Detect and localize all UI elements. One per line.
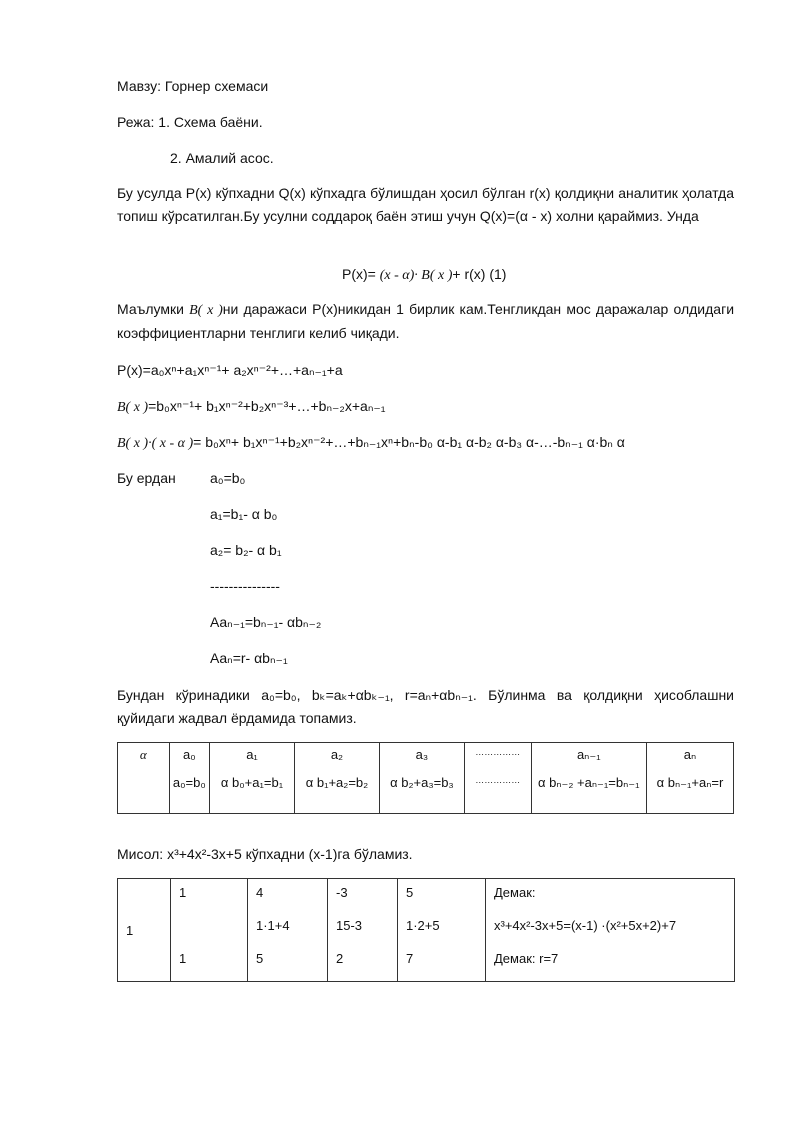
- result-line: x³+4x²-3x+5=(x-1) ·(x²+5x+2)+7: [494, 918, 677, 933]
- table-cell: [379, 743, 464, 814]
- cell-line: 2: [336, 951, 344, 966]
- cell-line: 15-3: [336, 918, 363, 933]
- alpha-cell: [118, 879, 171, 982]
- result-line: Демак: r=7: [494, 951, 559, 966]
- cell-line: 4: [256, 885, 264, 900]
- coef-line-n: Aaₙ=r- αbₙ₋₁: [210, 650, 288, 666]
- intro-paragraph: Бу усулда P(x) кўпхадни Q(x) кўпхадга бўлишдан ҳосил бўлган r(x) қолдиқни аналитик ҳолатда топиш кўрсатилган.Бу усулни соддароқ баён этиш учун Q(x)=(α - x) холни қараймиз. Унда: [117, 185, 734, 224]
- cell-bottom: ……………: [475, 775, 521, 785]
- bxa-math: B( x )·( x - α ): [117, 436, 194, 451]
- cell-bottom: α b₀+a₁=b₁: [220, 775, 284, 790]
- alpha-cell: [118, 743, 170, 814]
- table-cell: [294, 743, 379, 814]
- bxa-rest: = b₀xⁿ+ b₁xⁿ⁻¹+b₂xⁿ⁻²+…+bₙ₋₁xⁿ+bₙ-b₀ α-b₁ α-b₂ α-b₃ α-…-bₙ₋₁ α·bₙ α: [193, 434, 625, 450]
- table-cell: [398, 879, 486, 982]
- cell-top: a₁: [246, 747, 258, 762]
- table-row: [118, 879, 735, 982]
- equation-1: [342, 264, 506, 286]
- equation-1-factor: (x - α)· B( x ): [379, 268, 453, 283]
- equation-1-left: P(x)=: [342, 266, 380, 282]
- coef-line-0: a₀=b₀: [210, 470, 246, 486]
- cell-top: aₙ₋₁: [576, 747, 601, 762]
- coef-line-n1: Aaₙ₋₁=bₙ₋₁- αbₙ₋₂: [210, 614, 322, 630]
- cell-bottom: α bₙ₋₁+aₙ=r: [656, 775, 724, 790]
- bx-math: B( x ): [117, 400, 149, 415]
- cell-line: 1·1+4: [256, 918, 290, 933]
- bx-rest: =b₀xⁿ⁻¹+ b₁xⁿ⁻²+b₂xⁿ⁻³+…+bₙ₋₂x+aₙ₋₁: [148, 398, 386, 414]
- from-here-label: Бу ердан: [117, 470, 176, 486]
- horner-general-table: [117, 742, 734, 814]
- table-cell: [171, 879, 248, 982]
- table-cell: [328, 879, 398, 982]
- bx-expansion: [117, 396, 386, 418]
- known-math: B( x ): [189, 303, 223, 318]
- equation-1-right: + r(x) (1): [452, 266, 507, 282]
- cell-bottom: a₀=b₀: [172, 775, 206, 790]
- table-cell: [169, 743, 209, 814]
- coef-line-1: a₁=b₁- α b₀: [210, 506, 278, 522]
- cell-top: a₀: [182, 747, 196, 762]
- conclusion-paragraph: Бундан кўринадики a₀=b₀, bₖ=aₖ+αbₖ₋₁, r=aₙ+αbₙ₋₁. Бўлинма ва қолдиқни ҳисоблашни қуйидаги жадвал ёрдамида топамиз.: [117, 687, 734, 726]
- known-pre: Маълумки: [117, 301, 190, 317]
- alpha-value: 1: [126, 922, 134, 938]
- horner-example-table: [117, 878, 735, 982]
- coef-line-2: a₂= b₂- α b₁: [210, 542, 282, 558]
- table-cell: [464, 743, 531, 814]
- cell-line: 1·2+5: [406, 918, 440, 933]
- plan-item-1: Режа: 1. Схема баёни.: [117, 114, 263, 130]
- cell-top: a₂: [330, 747, 344, 762]
- cell-line: 1: [179, 885, 187, 900]
- result-line: Демак:: [494, 885, 536, 900]
- cell-top: aₙ: [683, 747, 697, 762]
- cell-line: 7: [406, 951, 414, 966]
- cell-top: a₃: [415, 747, 429, 762]
- alpha-symbol: α: [139, 747, 147, 762]
- cell-bottom: α b₂+a₃=b₃: [390, 775, 454, 790]
- cell-line: [179, 918, 239, 951]
- topic-heading: Мавзу: Горнер схемаси: [117, 78, 269, 94]
- known-paragraph: [117, 298, 734, 345]
- plan-item-2: 2. Амалий асос.: [170, 150, 274, 166]
- cell-line: 5: [406, 885, 414, 900]
- table-cell: [248, 879, 328, 982]
- bxa-expansion: [117, 432, 625, 454]
- table-row: [118, 743, 734, 814]
- table-cell: [646, 743, 733, 814]
- cell-line: -3: [336, 885, 348, 900]
- table-cell: [531, 743, 646, 814]
- cell-line: 5: [256, 951, 264, 966]
- result-cell: [486, 879, 735, 982]
- px-expansion: P(x)=a₀xⁿ+a₁xⁿ⁻¹+ a₂xⁿ⁻²+…+aₙ₋₁+a: [117, 362, 343, 378]
- cell-line: 1: [179, 951, 187, 966]
- table-cell: [210, 743, 295, 814]
- example-heading: Мисол: x³+4x²-3x+5 кўпхадни (x-1)га бўламиз.: [117, 846, 413, 862]
- coef-separator: ---------------: [210, 578, 280, 594]
- cell-bottom: α b₁+a₂=b₂: [305, 775, 369, 790]
- known-post: ни даражаси P(x)никидан 1 бирлик кам.Тенгликдан мос даражалар олдидаги коэффициентларни тенглиги келиб чиқади.: [117, 301, 735, 341]
- cell-bottom: α bₙ₋₂ +aₙ₋₁=bₙ₋₁: [538, 775, 640, 790]
- cell-top: ……………: [475, 747, 521, 757]
